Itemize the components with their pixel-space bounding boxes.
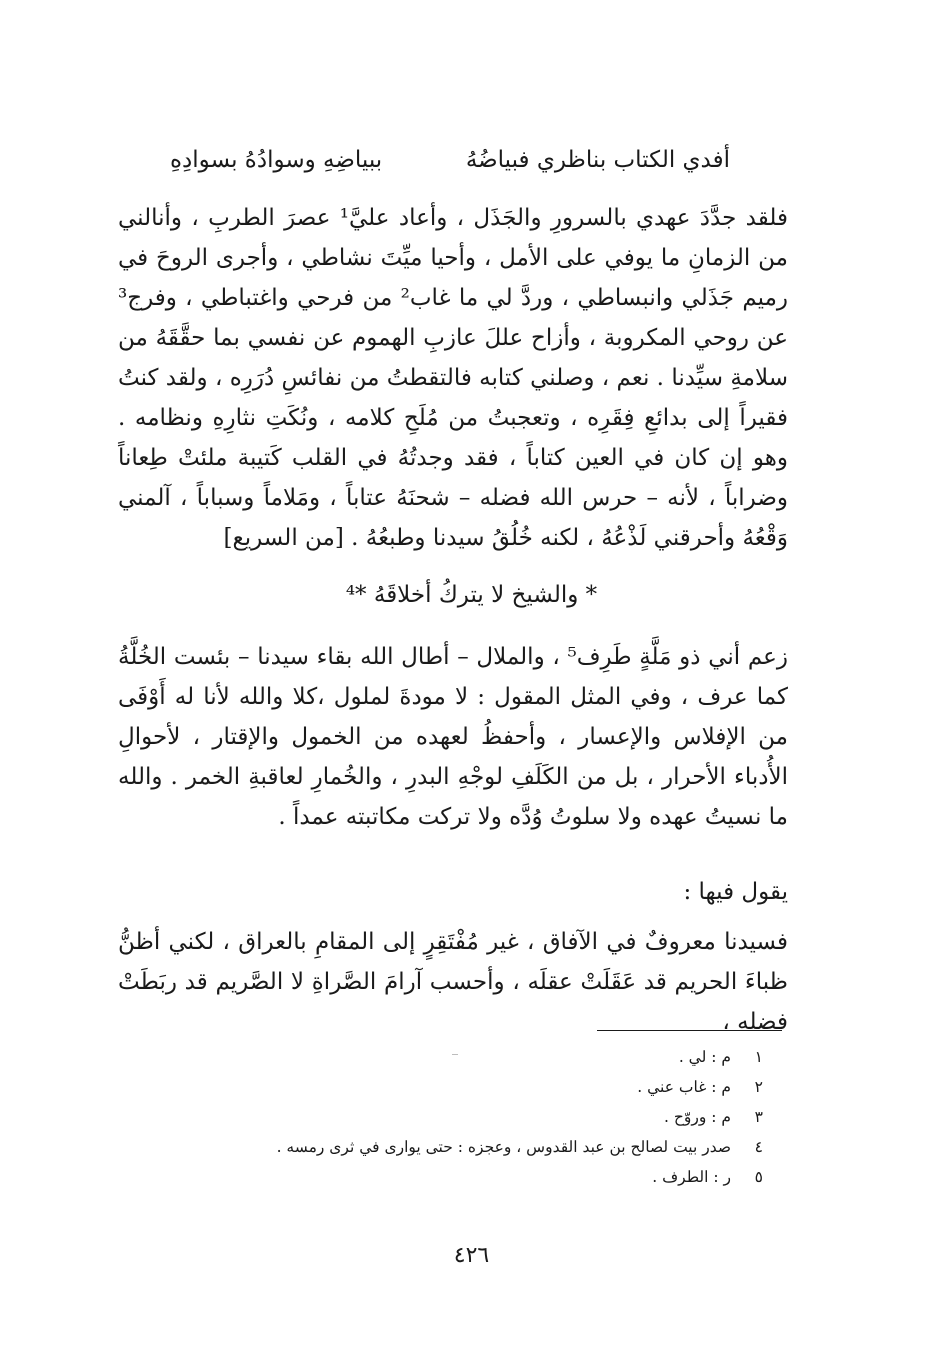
footnote-separator — [597, 1030, 782, 1031]
footnote-number: ٣ — [754, 1108, 763, 1126]
footnote-number: ٥ — [754, 1168, 763, 1186]
footnote-text: م : وروّح . — [664, 1108, 731, 1126]
footnote — [163, 1072, 763, 1102]
verse-first-hemistich: أفدي الكتاب بناظري فبياضُهُ — [465, 147, 730, 173]
footnote — [163, 1132, 763, 1162]
paragraph-1: فلقد جدَّدَ عهدي بالسرورِ والجَذَل ، وأعاد عليَّ¹ عصرَ الطربِ ، وأنالني من الزمانِ ما يوفي على الأمل ، وأحيا ميِّتَ نشاطي ، وأجرى الروحَ في رميم جَذَلي وانبساطي ، وردَّ لي ما غاب² من فرحي واغتباطي ، وفرج³ عن روحي المكروبة ، وأزاح عللَ عازبِ الهموم عن نفسي بما حقَّقَهُ من سلامةِ سيِّدنا . نعم ، وصلني كتابه فالتقطتُ من نفائسِ دُرَرِه ، ولقد كنتُ فقيراً إلى بدائعِ فِقَرِه ، وتعجبتُ من مُلَحِ كلامه ، ونُكَتِ نثارِهِ ونظامه . وهو إن كان في العين كتاباً ، فقد وجدتُهُ في القلب كَتيبة ملئتْ طِعاناً وضراباً ، لأنه – حرس الله فضله – شحنَهُ عتاباً ، ومَلاماً وسباباً ، آلمني وَقْعُهُ وأحرقني لَذْعُهُ ، لكنه خُلُقُ سيدنا وطبعُهُ . [من السريع] — [118, 205, 788, 551]
footnote-number: ٤ — [754, 1138, 763, 1156]
verse-second-hemistich: ببياضِهِ وسوادُهُ بسوادِهِ — [170, 147, 383, 173]
verse-introduction: يقول فيها : — [683, 879, 788, 905]
quoted-hemistich: * والشيخ لا يتركُ أخلاقَهُ *⁴ — [345, 582, 598, 608]
footnote-text: م : لي . — [678, 1048, 731, 1066]
footnote — [163, 1042, 763, 1072]
paragraph-3: فسيدنا معروفٌ في الآفاق ، غير مُفْتَقِرٍ إلى المقامِ بالعراق ، لكني أظنُّ ظباءَ الحريم قد عَقَلَتْ عقلَه ، وأحسب آرامَ الصَّراةِ لا الصَّريم قد ربَطَتْ فضله ، — [118, 929, 788, 1035]
footnote-text: صدر بيت لصالح بن عبد القدوس ، وعجزه : حتى يوارى في ثرى رمسه . — [276, 1138, 731, 1156]
footnote — [163, 1162, 763, 1192]
footnote — [163, 1102, 763, 1132]
footnotes — [163, 1042, 763, 1192]
footnote-number: ١ — [754, 1048, 763, 1066]
footnote-number: ٢ — [754, 1078, 763, 1096]
page-number: ٤٢٦ — [453, 1243, 490, 1268]
footnote-text: ر : الطرف . — [652, 1168, 731, 1186]
verse-line — [170, 140, 730, 180]
footnote-text: م : غاب عني . — [637, 1078, 731, 1096]
paragraph-2: زعم أني ذو مَلَّةٍ طَرِف⁵ ، والملال – أطال الله بقاء سيدنا – بئست الخُلَّةُ كما عرف ، وفي المثل المقول : لا مودةَ لملول ،كلا والله لأنا له أَوْفَى من الإفلاس والإعسار ، وأحفظُ لعهده من الخمول والإقتار ، لأحوالِ الأُدباء الأحرار ، بل من الكَلَفِ لوجْهِ البدرِ ، والخُمارِ لعاقبةِ الخمر . والله ما نسيتُ عهده ولا سلوتُ وُدَّه ولا تركت مكاتبته عمداً . — [118, 644, 788, 830]
